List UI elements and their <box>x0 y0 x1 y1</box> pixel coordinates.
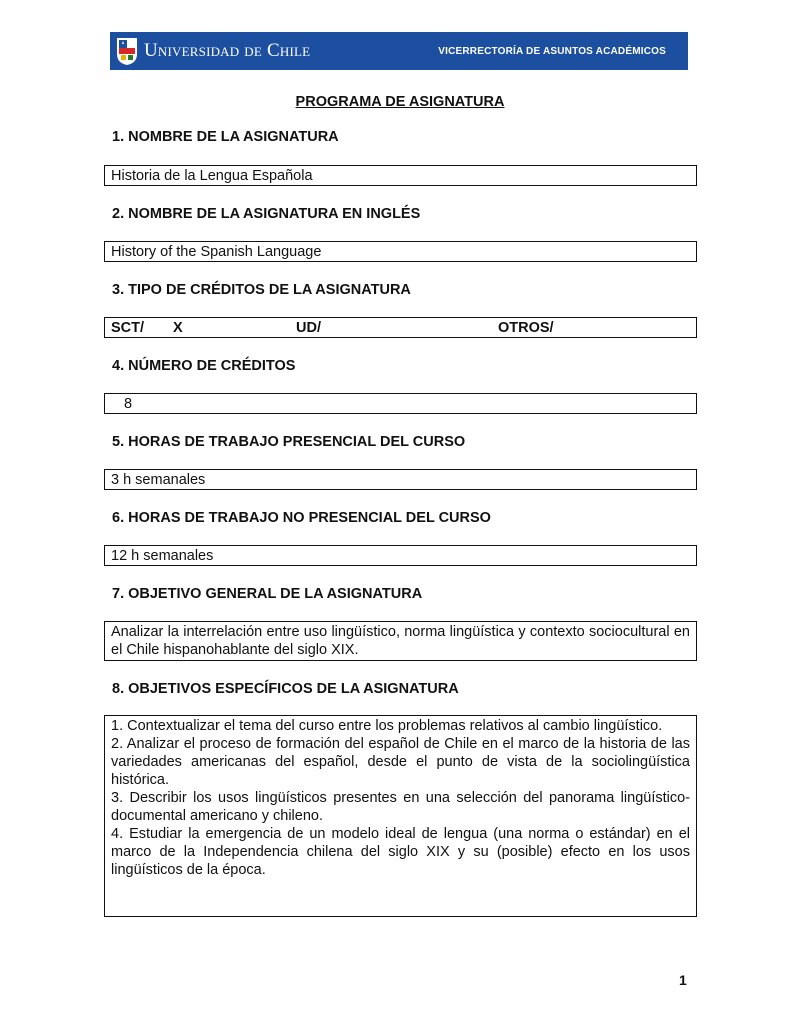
section-7-heading: 7. OBJETIVO GENERAL DE LA ASIGNATURA <box>112 586 423 602</box>
objective-item: 2. Analizar el proceso de formación del español de Chile en el marco de la historia de las variedades americanas del español, desde el punto de vista de la sociolingüística histórica. <box>111 736 690 788</box>
contact-hours-box: 3 h semanales <box>104 469 697 490</box>
header-banner <box>110 32 688 70</box>
section-5-heading: 5. HORAS DE TRABAJO PRESENCIAL DEL CURSO <box>112 434 466 450</box>
page-number: 1 <box>679 972 687 988</box>
independent-hours-box: 12 h semanales <box>104 545 697 566</box>
objective-item: 3. Describir los usos lingüísticos presentes en una selección del panorama lingüístico-documental americano y chileno. <box>111 790 690 824</box>
objective-item: 1. Contextualizar el tema del curso entre los problemas relativos al cambio lingüístico. <box>111 718 663 734</box>
credit-type-box <box>104 317 697 338</box>
credits-number-box: 8 <box>104 393 697 414</box>
section-2-heading: 2. NOMBRE DE LA ASIGNATURA EN INGLÉS <box>112 206 421 222</box>
university-name: Universidad de Chile <box>144 40 311 61</box>
course-name-box: Historia de la Lengua Española <box>104 165 697 186</box>
section-4-heading: 4. NÚMERO DE CRÉDITOS <box>112 358 296 374</box>
otros-label: OTROS/ <box>498 320 554 336</box>
specific-objectives-box <box>104 715 697 917</box>
general-objective-box: Analizar la interrelación entre uso lingüístico, norma lingüística y contexto sociocultural en el Chile hispanohablante del siglo XIX. <box>104 621 697 661</box>
section-1-heading: 1. NOMBRE DE LA ASIGNATURA <box>112 129 339 145</box>
section-3-heading: 3. TIPO DE CRÉDITOS DE LA ASIGNATURA <box>112 282 411 298</box>
course-name-english-box: History of the Spanish Language <box>104 241 697 262</box>
vicerrectoria-label: VICERRECTORÍA DE ASUNTOS ACADÉMICOS <box>438 45 666 57</box>
section-6-heading: 6. HORAS DE TRABAJO NO PRESENCIAL DEL CURSO <box>112 510 491 526</box>
section-8-heading: 8. OBJETIVOS ESPECÍFICOS DE LA ASIGNATURA <box>112 681 459 697</box>
document-title: PROGRAMA DE ASIGNATURA <box>295 94 505 110</box>
university-logo <box>116 36 310 66</box>
objective-item: 4. Estudiar la emergencia de un modelo ideal de lengua (una norma o estándar) en el marco de la Independencia chilena del siglo XIX y su (posible) efecto en los usos lingüísticos de la época. <box>111 826 690 878</box>
university-crest-icon <box>116 36 138 66</box>
sct-mark: X <box>173 320 183 336</box>
sct-label: SCT/ <box>111 320 145 336</box>
ud-label: UD/ <box>296 320 321 336</box>
